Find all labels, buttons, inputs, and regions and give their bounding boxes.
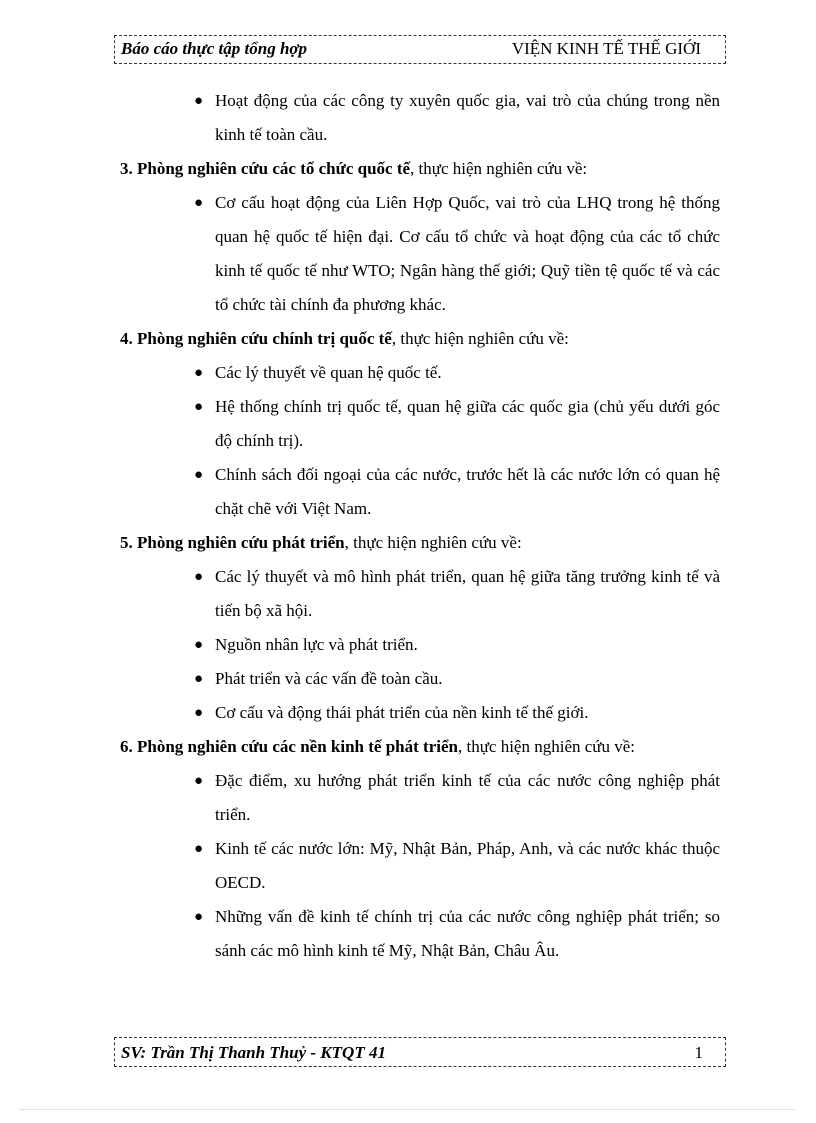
footer-student: SV: Trần Thị Thanh Thuỷ - KTQT 41 [121,1043,386,1062]
bullet-icon: ● [194,93,204,109]
page-divider [20,1109,796,1110]
section-heading-4: 4. Phòng nghiên cứu chính trị quốc tế, thực hiện nghiên cứu về: [120,329,569,348]
bullet-icon: ● [194,671,204,687]
document-body [0,84,816,968]
page-header [114,35,726,64]
bullet-icon: ● [194,365,204,381]
bullet-icon: ● [194,773,204,789]
bullet-icon: ● [194,569,204,585]
list-item: ● Các lý thuyết và mô hình phát triển, quan hệ giữa tăng trưởng kinh tế và tiến bộ xã hội. [215,560,720,628]
list-item: ● Cơ cấu và động thái phát triển của nền kinh tế thế giới. [215,696,720,730]
bullet-icon: ● [194,637,204,653]
list-item: ● Hệ thống chính trị quốc tế, quan hệ giữa các quốc gia (chủ yếu dưới góc độ chính trị). [215,390,720,458]
page-footer [114,1037,726,1067]
bullet-icon: ● [194,909,204,925]
bullet-icon: ● [194,705,204,721]
page-number: 1 [694,1043,703,1062]
header-institute: VIỆN KINH TẾ THẾ GIỚI [511,39,701,58]
list-item: ● Cơ cấu hoạt động của Liên Hợp Quốc, vai trò của LHQ trong hệ thống quan hệ quốc tế hiện đại. Cơ cấu tổ chức và hoạt động của các tổ chức kinh tế quốc tế như WTO; Ngân hàng thế giới; Quỹ tiền tệ quốc tế và các tổ chức tài chính đa phương khác. [215,186,720,322]
bullet-icon: ● [194,467,204,483]
bullet-icon: ● [194,399,204,415]
list-item: ● Đặc điểm, xu hướng phát triển kinh tế của các nước công nghiệp phát triển. [215,764,720,832]
list-item: ● Kinh tế các nước lớn: Mỹ, Nhật Bản, Pháp, Anh, và các nước khác thuộc OECD. [215,832,720,900]
list-item: ● Nguồn nhân lực và phát triển. [215,628,720,662]
list-item: ● Những vấn đề kinh tế chính trị của các nước công nghiệp phát triển; so sánh các mô hình kinh tế Mỹ, Nhật Bản, Châu Âu. [215,900,720,968]
list-item: ● Chính sách đối ngoại của các nước, trước hết là các nước lớn có quan hệ chặt chẽ với Việt Nam. [215,458,720,526]
list-item: ● Các lý thuyết về quan hệ quốc tế. [215,356,720,390]
section-heading-5: 5. Phòng nghiên cứu phát triển, thực hiện nghiên cứu về: [120,533,522,552]
section-heading-6: 6. Phòng nghiên cứu các nền kinh tế phát triển, thực hiện nghiên cứu về: [120,737,636,756]
section-heading-3: 3. Phòng nghiên cứu các tổ chức quốc tế, thực hiện nghiên cứu về: [120,159,588,178]
list-item: ● Phát triển và các vấn đề toàn cầu. [215,662,720,696]
list-item: ● Hoạt động của các công ty xuyên quốc gia, vai trò của chúng trong nền kinh tế toàn cầu. [215,84,720,152]
bullet-icon: ● [194,841,204,857]
header-report-title: Báo cáo thực tập tổng hợp [121,39,308,58]
bullet-icon: ● [194,195,204,211]
